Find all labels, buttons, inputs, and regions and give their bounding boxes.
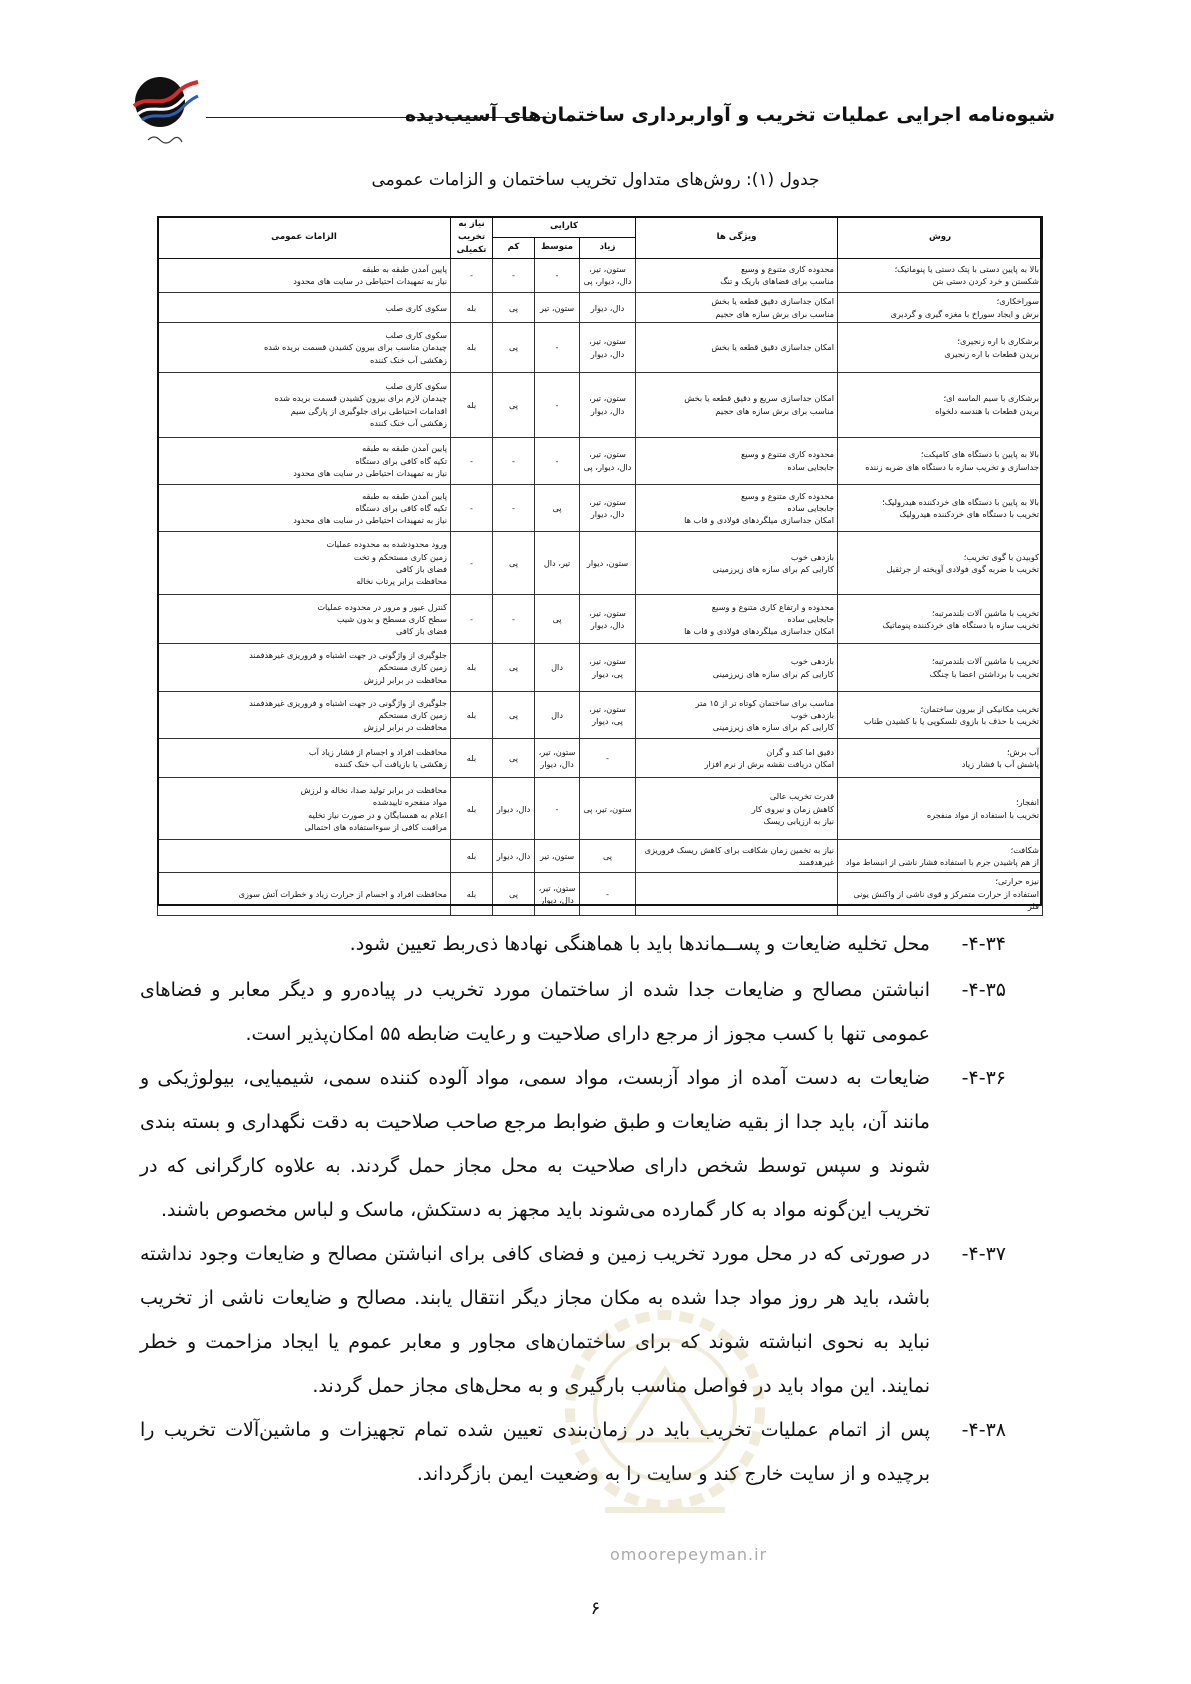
cell-line: زمین کاری مستحکم و تخت bbox=[353, 551, 447, 562]
efficiency-low-cell bbox=[493, 594, 535, 644]
cell-line: برش و ایجاد سوراخ با مغزه گیری و گردبری bbox=[890, 308, 1040, 319]
efficiency-low-cell bbox=[493, 293, 535, 323]
page-number: ۶ bbox=[590, 1598, 601, 1619]
cell-line: ستون، تیر bbox=[539, 302, 575, 313]
paragraph-text: محل تخلیه ضایعات و پســماندها باید با هماهنگی نهادها ذی‌ربط تعیین شود. bbox=[349, 933, 930, 955]
method-cell bbox=[838, 372, 1043, 437]
cell-line: پی bbox=[508, 662, 519, 673]
efficiency-low-cell bbox=[493, 258, 535, 292]
efficiency-low-cell bbox=[493, 739, 535, 778]
method-cell bbox=[838, 840, 1043, 872]
efficiency-medium-cell bbox=[535, 437, 580, 484]
cell-line: سطح کاری مسطح و بدون شیب bbox=[336, 613, 447, 624]
method-cell bbox=[838, 532, 1043, 595]
features-cell bbox=[636, 777, 838, 840]
extra-demolition-cell: بله bbox=[451, 691, 493, 738]
efficiency-low-cell bbox=[493, 437, 535, 484]
features-cell bbox=[636, 739, 838, 778]
cell-line: جلوگیری از واژگونی در جهت اشتباه و فروریزی غیرهدفمند bbox=[249, 650, 447, 661]
cell-line: زمین کاری مستحکم bbox=[378, 662, 447, 673]
cell-line: مناسب برای فضاهای باریک و تنگ bbox=[720, 276, 835, 287]
requirements-cell bbox=[158, 258, 451, 292]
requirements-cell bbox=[158, 437, 451, 484]
paragraph-item bbox=[140, 922, 1006, 966]
cell-line: کوبیدن با گوی تخریب؛ bbox=[963, 551, 1040, 562]
paragraph-text: در صورتی که در محل مورد تخریب زمین و فضای کافی برای انباشتن مصالح و ضایعات وجود نداشته باشد، باید هر روز مواد جدا شده به مکان مجاز دیگر انتقال یابند. مصالح و ضایعات ناشی از تخریب نباید به نحوی انباشته شوند که برای ساختمان‌های مجاور و معابر عموم یا ایجاد مزاحمت و خطر نمایند. این مواد باید در فواصل مناسب بارگیری و به محل‌های مجاز حمل گردند. bbox=[140, 1243, 930, 1397]
cell-line: جابجایی ساده bbox=[787, 613, 835, 624]
features-cell bbox=[636, 323, 838, 373]
watermark-text: omoorepeyman.ir bbox=[610, 1545, 768, 1564]
paragraph-text: پس از اتمام عملیات تخریب باید در زمان‌بندی تعیین شده تمام تجهیزات و ماشین‌آلات تخریب را برچیده و از سایت خارج کند و سایت را به وضعیت ایمن بازگرداند. bbox=[140, 1419, 930, 1485]
cell-line: - bbox=[606, 752, 610, 763]
cell-line: انفجار؛ bbox=[1015, 797, 1040, 808]
cell-line: دال، دیوار، پی bbox=[583, 276, 632, 287]
cell-line: تکیه گاه کافی برای دستگاه bbox=[355, 455, 447, 466]
cell-line: امکان جداسازی سریع و دقیق قطعه یا بخش bbox=[684, 393, 835, 404]
cell-line: پی، دیوار bbox=[592, 668, 623, 679]
efficiency-medium-cell bbox=[535, 484, 580, 531]
cell-line: محافظت افراد و اجسام از فشار زیاد آب bbox=[308, 746, 447, 757]
paragraph-number: ۴-۳۵- bbox=[961, 979, 1006, 1001]
cell-line: - bbox=[512, 270, 515, 281]
cell-line: جلوگیری از واژگونی در جهت اشتباه و فروریزی غیرهدفمند bbox=[249, 697, 447, 708]
cell-line: محافظت در برابر تولید صدا، نخاله و لرزش bbox=[300, 785, 447, 796]
header-extra-demolition: نیاز به تخریب تکمیلی bbox=[451, 217, 493, 259]
efficiency-medium-cell bbox=[535, 691, 580, 738]
cell-line: کاهش زمان و نیروی کار bbox=[751, 803, 835, 814]
features-cell bbox=[636, 484, 838, 531]
cell-line: دقیق اما کند و گران bbox=[766, 746, 835, 757]
extra-demolition-cell: بله bbox=[451, 293, 493, 323]
requirements-cell bbox=[158, 594, 451, 644]
requirements-cell bbox=[158, 691, 451, 738]
cell-line: از هم پاشیدن جرم با استفاده فشار ناشی از انبساط مواد bbox=[845, 857, 1040, 868]
cell-line: آب برش؛ bbox=[1007, 746, 1040, 757]
cell-line: پی، دیوار bbox=[592, 716, 623, 726]
table-row bbox=[158, 872, 1043, 915]
cell-line: شکستن و خرد کردن دستی بتن bbox=[932, 276, 1040, 287]
cell-line: محدوده و ارتفاع کاری متنوع و وسیع bbox=[711, 601, 835, 612]
header-low: کم bbox=[493, 237, 535, 258]
cell-line: - bbox=[555, 270, 559, 281]
efficiency-low-cell bbox=[493, 872, 535, 915]
cell-line: پی bbox=[508, 342, 519, 353]
cell-line: جابجایی ساده bbox=[787, 461, 835, 472]
cell-line: پایین آمدن طبقه به طبقه bbox=[362, 443, 447, 454]
cell-line: ستون، تیر، پی bbox=[583, 803, 632, 814]
extra-demolition-cell: بله bbox=[451, 323, 493, 373]
header-medium: متوسط bbox=[535, 237, 580, 258]
efficiency-medium-cell bbox=[535, 532, 580, 595]
cell-line: کارایی کم برای سازه های زیرزمینی bbox=[712, 722, 835, 733]
efficiency-low-cell bbox=[493, 644, 535, 691]
cell-line: فضای باز کافی bbox=[396, 626, 447, 637]
cell-line: ستون، تیر، bbox=[589, 264, 626, 275]
cell-line: دال، دیوار، پی bbox=[583, 461, 632, 472]
cell-line: ستون، دیوار bbox=[586, 557, 629, 568]
cell-line: - bbox=[512, 455, 515, 466]
table-row bbox=[158, 691, 1043, 738]
requirements-cell bbox=[158, 532, 451, 595]
cell-line: قدرت تخریب عالی bbox=[769, 791, 835, 802]
cell-line: کنترل عبور و مرور در محدوده عملیات bbox=[317, 601, 447, 612]
requirements-cell bbox=[158, 777, 451, 840]
cell-line: پی bbox=[508, 399, 519, 410]
features-cell bbox=[636, 840, 838, 872]
efficiency-low-cell bbox=[493, 691, 535, 738]
cell-line: امکان جداسازی دقیق قطعه یا بخش bbox=[711, 296, 835, 307]
table-row bbox=[158, 293, 1043, 323]
extra-demolition-cell: - bbox=[451, 594, 493, 644]
cell-line: چیدمان مناسب برای بیرون کشیدن قسمت بریده شده bbox=[264, 342, 447, 353]
cell-line: امکان جداسازی میلگردهای فولادی و قاب ها bbox=[684, 626, 835, 637]
cell-line: جابجایی ساده bbox=[787, 502, 835, 513]
table-row bbox=[158, 437, 1043, 484]
paragraph-number: ۴-۳۶- bbox=[961, 1067, 1006, 1089]
cell-line: دال، دیوار bbox=[496, 803, 531, 814]
table-row bbox=[158, 532, 1043, 595]
cell-line: تخریب مکانیکی از بیرون ساختمان؛ bbox=[920, 703, 1040, 714]
cell-line: غیرهدفمند bbox=[798, 857, 835, 868]
cell-line: نیزه حرارتی؛ bbox=[995, 876, 1040, 887]
cell-line: - bbox=[555, 455, 559, 466]
cell-line: امکان جداسازی دقیق قطعه یا بخش bbox=[711, 342, 835, 353]
cell-line: محدوده کاری متنوع و وسیع bbox=[740, 264, 835, 275]
cell-line: نیاز به ارزیابی ریسک bbox=[763, 815, 835, 826]
efficiency-high-cell bbox=[580, 644, 636, 691]
cell-line: پی bbox=[508, 888, 519, 899]
cell-line: کارایی کم برای سازه های زیرزمینی bbox=[712, 668, 835, 679]
cell-line: محدوده کاری متنوع و وسیع bbox=[740, 449, 835, 460]
efficiency-high-cell bbox=[580, 323, 636, 373]
paragraph-number: ۴-۳۴- bbox=[961, 933, 1006, 955]
cell-line: تیر، دال bbox=[543, 557, 571, 568]
cell-line: جداسازی و تخریب سازه با دستگاه های ضربه زننده bbox=[865, 461, 1040, 472]
cell-line: برشکاری با اره زنجیری؛ bbox=[957, 336, 1040, 347]
method-cell bbox=[838, 872, 1043, 915]
table-row bbox=[158, 739, 1043, 778]
cell-line: - bbox=[555, 399, 559, 410]
efficiency-high-cell bbox=[580, 532, 636, 595]
cell-line: پایین آمدن طبقه به طبقه bbox=[362, 264, 447, 275]
cell-line: پاشش آب با فشار زیاد bbox=[961, 759, 1040, 770]
cell-line: فضای باز کافی bbox=[396, 564, 447, 575]
efficiency-medium-cell bbox=[535, 372, 580, 437]
cell-line: پی bbox=[508, 709, 519, 720]
cell-line: کارایی کم برای سازه های زیرزمینی bbox=[712, 564, 835, 575]
efficiency-high-cell bbox=[580, 777, 636, 840]
cell-line: بازدهی خوب bbox=[790, 709, 835, 720]
cell-line: تخریب با ماشین آلات بلندمرتبه؛ bbox=[931, 656, 1040, 667]
features-cell bbox=[636, 293, 838, 323]
cell-line: زهکشی آب خنک کننده bbox=[370, 417, 447, 428]
extra-demolition-cell: بله bbox=[451, 739, 493, 778]
cell-line: تخریب با ماشین آلات بلندمرتبه؛ bbox=[931, 607, 1040, 618]
cell-line: چیدمان لازم برای بیرون کشیدن قسمت بریده شده bbox=[274, 393, 447, 404]
cell-line: دال bbox=[551, 662, 563, 673]
table-row bbox=[158, 644, 1043, 691]
cell-line: ستون، تیر، bbox=[589, 496, 626, 507]
header-features: ویژگی ها bbox=[636, 217, 838, 259]
cell-line: دال، دیوار bbox=[590, 509, 625, 520]
efficiency-low-cell bbox=[493, 323, 535, 373]
cell-line: تخریب با برداشتن اعضا با چنگک bbox=[929, 668, 1040, 679]
method-cell bbox=[838, 777, 1043, 840]
efficiency-high-cell bbox=[580, 484, 636, 531]
extra-demolition-cell: بله bbox=[451, 372, 493, 437]
efficiency-high-cell bbox=[580, 739, 636, 778]
header-method: روش bbox=[838, 217, 1043, 259]
cell-line: پی bbox=[602, 850, 613, 861]
cell-line: تخریب با ضربه گوی فولادی آویخته از جرثقیل bbox=[886, 564, 1040, 575]
cell-line: برشکاری با سیم الماسه ای؛ bbox=[943, 393, 1040, 404]
cell-line: اعلام به همسایگان و در صورت نیاز تخلیه bbox=[308, 809, 447, 820]
features-cell bbox=[636, 644, 838, 691]
efficiency-medium-cell bbox=[535, 594, 580, 644]
requirements-cell bbox=[158, 872, 451, 915]
gear-emblem-watermark-icon bbox=[550, 1290, 780, 1560]
efficiency-medium-cell bbox=[535, 293, 580, 323]
cell-line: ستون، تیر، bbox=[538, 882, 576, 893]
cell-line: سوراخکاری؛ bbox=[996, 296, 1040, 307]
cell-line: دال، دیوار bbox=[496, 850, 531, 861]
cell-line: - bbox=[555, 342, 559, 353]
table-row bbox=[158, 258, 1043, 292]
efficiency-high-cell bbox=[580, 437, 636, 484]
efficiency-medium-cell bbox=[535, 872, 580, 915]
cell-line: امکان جداسازی میلگردهای فولادی و قاب ها bbox=[684, 515, 835, 526]
paragraph-number: ۴-۳۸- bbox=[961, 1419, 1006, 1441]
features-cell bbox=[636, 691, 838, 738]
efficiency-high-cell bbox=[580, 691, 636, 738]
requirements-cell bbox=[158, 293, 451, 323]
efficiency-medium-cell bbox=[535, 777, 580, 840]
method-cell bbox=[838, 293, 1043, 323]
extra-demolition-cell: - bbox=[451, 484, 493, 531]
header-title: شیوه‌نامه اجرایی عملیات تخریب و آواربرداری ساختمان‌های آسیب‌دیده bbox=[404, 104, 1055, 126]
cell-line: محافظت افراد و اجسام از حرارت زیاد و خطرات آتش سوزی bbox=[238, 888, 447, 899]
cell-line: دال، دیوار bbox=[590, 620, 625, 631]
table-row bbox=[158, 840, 1043, 872]
extra-demolition-cell: - bbox=[451, 258, 493, 292]
wave-stripes-logo-icon bbox=[128, 74, 200, 156]
efficiency-low-cell bbox=[493, 840, 535, 872]
method-cell bbox=[838, 739, 1043, 778]
requirements-cell bbox=[158, 644, 451, 691]
cell-line: تخریب با دستگاه های خردکننده هیدرولیک bbox=[899, 509, 1040, 520]
cell-line: زهکشی یا بازیافت آب خنک کننده bbox=[334, 759, 447, 770]
header-efficiency: کارایی bbox=[493, 217, 636, 238]
cell-line: شکافت؛ bbox=[1010, 844, 1040, 855]
cell-line: استفاده از حرارت متمرکز و قوی ناشی از واکنش یونی فلز bbox=[853, 888, 1040, 911]
table-row bbox=[158, 594, 1043, 644]
cell-line: نیاز به تمهیدات احتیاطی در سایت های محدود bbox=[293, 515, 447, 526]
method-cell bbox=[838, 644, 1043, 691]
cell-line: دال، دیوار bbox=[540, 759, 574, 770]
method-cell bbox=[838, 437, 1043, 484]
cell-line: بازدهی خوب bbox=[790, 656, 835, 667]
cell-line: دال، دیوار bbox=[590, 405, 625, 416]
cell-line: - bbox=[512, 502, 515, 513]
cell-line: محافظت برابر پرتاب نخاله bbox=[356, 576, 447, 587]
method-cell bbox=[838, 258, 1043, 292]
cell-line: - bbox=[606, 888, 610, 899]
cell-line: ستون، تیر، bbox=[589, 393, 626, 404]
table-row bbox=[158, 777, 1043, 840]
header-high: زیاد bbox=[580, 237, 636, 258]
cell-line: - bbox=[512, 613, 515, 624]
cell-line: ستون، تیر، bbox=[589, 336, 626, 347]
extra-demolition-cell: - bbox=[451, 532, 493, 595]
efficiency-low-cell bbox=[493, 777, 535, 840]
method-cell bbox=[838, 484, 1043, 531]
efficiency-medium-cell bbox=[535, 644, 580, 691]
cell-line: دال، دیوار bbox=[590, 302, 625, 313]
cell-line: پی bbox=[552, 613, 562, 624]
cell-line: بازدهی خوب bbox=[790, 551, 835, 562]
cell-line: امکان دریافت نقشه برش از نرم افزار bbox=[704, 759, 835, 770]
cell-line: بالا به پایین با دستگاه های کامپکت؛ bbox=[920, 449, 1040, 460]
cell-line: مواد منفجره تاییدشده bbox=[372, 797, 447, 808]
cell-line: بالا به پایین با دستگاه های خردکننده هیدرولیک؛ bbox=[882, 496, 1040, 507]
cell-line: پی bbox=[552, 502, 562, 513]
efficiency-medium-cell bbox=[535, 258, 580, 292]
cell-line: ستون، تیر، bbox=[589, 656, 626, 667]
paragraph-item bbox=[140, 968, 1006, 1056]
cell-line: نیاز به تمهیدات احتیاطی در سایت های محدود bbox=[293, 276, 447, 287]
extra-demolition-cell: بله bbox=[451, 644, 493, 691]
cell-line: تکیه گاه کافی برای دستگاه bbox=[355, 502, 447, 513]
cell-line: زمین کاری مستحکم bbox=[378, 709, 447, 720]
requirements-cell bbox=[158, 840, 451, 872]
extra-demolition-cell: - bbox=[451, 437, 493, 484]
efficiency-high-cell bbox=[580, 258, 636, 292]
cell-line: بریدن قطعات با هندسه دلخواه bbox=[935, 405, 1040, 416]
table-row bbox=[158, 372, 1043, 437]
method-cell bbox=[838, 594, 1043, 644]
cell-line: نیاز به تمهیدات احتیاطی در سایت های محدود bbox=[293, 467, 447, 478]
extra-demolition-cell: بله bbox=[451, 777, 493, 840]
cell-line: دال bbox=[551, 709, 563, 720]
cell-line: سکوی کاری صلب bbox=[385, 302, 447, 313]
paragraph-text: انباشتن مصالح و ضایعات جدا شده از ساختمان مورد تخریب در پیاده‌رو و دیگر معابر و فضاهای عمومی تنها با کسب مجوز از مرجع دارای صلاحیت و رعایت ضابطه ۵۵ امکان‌پذیر است. bbox=[140, 979, 930, 1045]
requirements-cell bbox=[158, 739, 451, 778]
cell-line: پایین آمدن طبقه به طبقه bbox=[362, 490, 447, 501]
cell-line: پی bbox=[508, 557, 519, 568]
cell-line: ستون، تیر، bbox=[589, 703, 626, 714]
efficiency-high-cell bbox=[580, 372, 636, 437]
efficiency-medium-cell bbox=[535, 739, 580, 778]
cell-line: ستون، تیر bbox=[539, 850, 575, 861]
extra-demolition-cell: بله bbox=[451, 872, 493, 915]
cell-line: دال، دیوار bbox=[540, 894, 574, 905]
cell-line: تخریب با استفاده از مواد منفجره bbox=[926, 809, 1040, 820]
cell-line: پی bbox=[508, 302, 519, 313]
cell-line: ستون، تیر، bbox=[538, 746, 576, 757]
demolition-methods-table bbox=[157, 216, 1042, 911]
requirements-cell bbox=[158, 484, 451, 531]
features-cell bbox=[636, 437, 838, 484]
paragraph-number: ۴-۳۷- bbox=[961, 1243, 1006, 1265]
cell-line: - bbox=[555, 803, 559, 814]
cell-line: ورود محدودشده به محدوده عملیات bbox=[326, 539, 447, 550]
extra-demolition-cell: بله bbox=[451, 840, 493, 872]
efficiency-low-cell bbox=[493, 532, 535, 595]
cell-line: مناسب برای برش سازه های حجیم bbox=[715, 308, 835, 319]
cell-line: مناسب برای برش سازه های حجیم bbox=[715, 405, 835, 416]
method-cell bbox=[838, 323, 1043, 373]
paragraph-item bbox=[140, 1056, 1006, 1232]
cell-line: مناسب برای ساختمان کوتاه تر از ۱۵ متر bbox=[695, 697, 835, 708]
cell-line: سکوی کاری صلب bbox=[385, 330, 447, 341]
cell-line: زهکشی آب خنک کننده bbox=[370, 354, 447, 365]
requirements-cell bbox=[158, 372, 451, 437]
method-cell bbox=[838, 691, 1043, 738]
cell-line: ستون، تیر، bbox=[589, 449, 626, 460]
efficiency-high-cell bbox=[580, 840, 636, 872]
table-row bbox=[158, 484, 1043, 531]
cell-line: مراقبت کافی از سوءاستفاده های احتمالی bbox=[304, 822, 447, 833]
efficiency-low-cell bbox=[493, 484, 535, 531]
efficiency-low-cell bbox=[493, 372, 535, 437]
features-cell bbox=[636, 872, 838, 915]
cell-line: محافظت در برابر لرزش bbox=[363, 722, 447, 733]
header-general-requirements: الزامات عمومی bbox=[158, 217, 451, 259]
efficiency-medium-cell bbox=[535, 323, 580, 373]
cell-line: پی bbox=[508, 752, 519, 763]
cell-line: تخریب سازه با دستگاه های خردکننده پنوماتیک bbox=[882, 620, 1040, 631]
cell-line: ستون، تیر، bbox=[589, 607, 626, 618]
cell-line: سکوی کاری صلب bbox=[385, 381, 447, 392]
features-cell bbox=[636, 258, 838, 292]
cell-line: محافظت در برابر لرزش bbox=[363, 674, 447, 685]
paragraph-text: ضایعات به دست آمده از مواد آزبست، مواد سمی، مواد آلوده کننده سمی، شیمیایی، بیولوژیکی و مانند آن، باید جدا از بقیه ضایعات و طبق ضوابط مرجع صاحب صلاحیت به دقت نگهداری و بسته بندی شوند و سپس توسط شخص دارای صلاحیت به محل مجاز حمل گردند. به علاوه کارگرانی که در تخریب این‌گونه مواد به کار گمارده می‌شوند باید مجهز به دستکش، ماسک و لباس مخصوص باشند. bbox=[140, 1067, 930, 1221]
cell-line: دال، دیوار bbox=[590, 348, 625, 359]
efficiency-medium-cell bbox=[535, 840, 580, 872]
cell-line: بالا به پایین دستی با پتک دستی یا پنوماتیک؛ bbox=[894, 264, 1040, 275]
table-caption: جدول (۱): روش‌های متداول تخریب ساختمان و الزامات عمومی bbox=[371, 170, 820, 190]
efficiency-high-cell bbox=[580, 293, 636, 323]
cell-line: نیاز به تخمین زمان شکافت برای کاهش ریسک فروریزی bbox=[644, 844, 835, 855]
requirements-cell bbox=[158, 323, 451, 373]
table-row bbox=[158, 323, 1043, 373]
cell-line: بریدن قطعات با اره زنجیری bbox=[944, 348, 1040, 359]
features-cell bbox=[636, 532, 838, 595]
cell-line: اقدامات احتیاطی برای جلوگیری از پارگی سیم bbox=[290, 405, 447, 416]
cell-line: تخریب با حذف با بازوی تلسکوپی یا با کشیدن طناب bbox=[863, 716, 1040, 726]
features-cell bbox=[636, 594, 838, 644]
efficiency-high-cell bbox=[580, 872, 636, 915]
cell-line: محدوده کاری متنوع و وسیع bbox=[740, 490, 835, 501]
efficiency-high-cell bbox=[580, 594, 636, 644]
features-cell bbox=[636, 372, 838, 437]
